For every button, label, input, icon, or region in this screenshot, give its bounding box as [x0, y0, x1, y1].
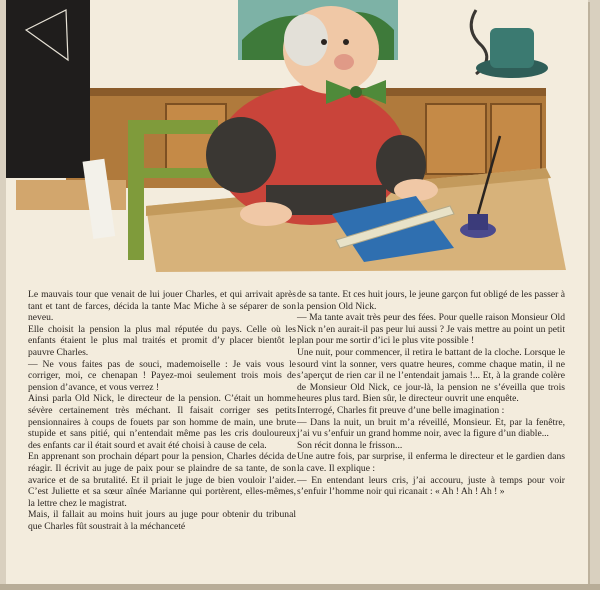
- paragraph: Mais, il fallait au moins huit jours au juge pour obtenir du tribunal que Charles fût soustrait à la méchanceté: [28, 509, 296, 532]
- paragraph: — En entendant leurs cris, j’ai accouru, juste à temps pour voir s’enfuir l’homme noir qui ricanait : « Ah ! Ah ! Ah ! »: [297, 474, 565, 498]
- paragraph: Ainsi parla Old Nick, le directeur de la pension. C’était un homme sévère certainement très méchant. Il faisait corriger ses petits pensionnaires à coups de fouets par son homme de main, une brute stupide et sans pitié, qui n’entendait même pas les cris douloureux des enfants car il était sourd et avait été choisi à cause de cela.: [28, 393, 296, 451]
- paragraph: Une autre fois, par surprise, il enferma le directeur et le gardien dans la cave. Il explique :: [297, 451, 565, 474]
- paragraph: Son récit donna le frisson...: [297, 439, 403, 451]
- paragraph: — Ma tante avait très peur des fées. Pour quelle raison Monsieur Old Nick n’en aurait-il pas peur lui aussi ? Je vais mettre au point un petit plan pour me sortir d’ici le plus vite possible !: [297, 312, 565, 347]
- blackboard: [6, 0, 90, 178]
- chair: [128, 120, 144, 260]
- paragraph: Le mauvais tour que venait de lui jouer Charles, et qui arrivait après tant et tant de farces, décida la tante Mac Miche à se séparer de son neveu.: [28, 289, 296, 324]
- illustration: [6, 0, 588, 272]
- paragraph: En apprenant son prochain départ pour la pension, Charles décida de réagir. Il écrivit au juge de paix pour se plaindre de sa tante, de son avarice et de sa brutalité. Et il priait le juge de bien vouloir l’aider. C’est Juliette et sa sœur aînée Marianne qui portèrent, elles-mêmes, la lettre chez le magistrat.: [28, 451, 296, 509]
- paragraph: — Ne vous faites pas de souci, mademoiselle : Je vais vous le corriger, moi, ce chenapan ! Payez-moi seulement trois mois de pension d’avance, et vous verrez !: [28, 358, 296, 393]
- text-column-left: [28, 289, 296, 532]
- page-shadow: [0, 584, 600, 590]
- paragraph: Interrogé, Charles fit preuve d’une belle imagination :: [297, 404, 505, 416]
- paragraph: de sa tante. Et ces huit jours, le jeune garçon fut obligé de les passer à la pension Old Nick.: [297, 289, 565, 312]
- book-page: [6, 0, 588, 584]
- text-column-right: [297, 289, 565, 498]
- paragraph: — Dans la nuit, un bruit m’a réveillé, Monsieur. Et, par la fenêtre, j’ai vu s’enfuir un grand homme noir, avec la figure d’un diable...: [297, 416, 565, 440]
- paragraph: Elle choisit la pension la plus mal réputée du pays. Celle où les enfants étaient le plus mal traités et promit d’y placer bientôt le pauvre Charles.: [28, 323, 296, 358]
- paragraph: Une nuit, pour commencer, il retira le battant de la cloche. Lorsque le sourd vint la sonner, vers quatre heures, comme chaque matin, il ne s’aperçut de rien car il ne l’entendait jamais !... Et, à la grande colère de Monsieur Old Nick, ce jour-là, la pension ne s’éveilla que trois heures plus tard. Bien sûr, le directeur ouvrit une enquête.: [297, 346, 565, 405]
